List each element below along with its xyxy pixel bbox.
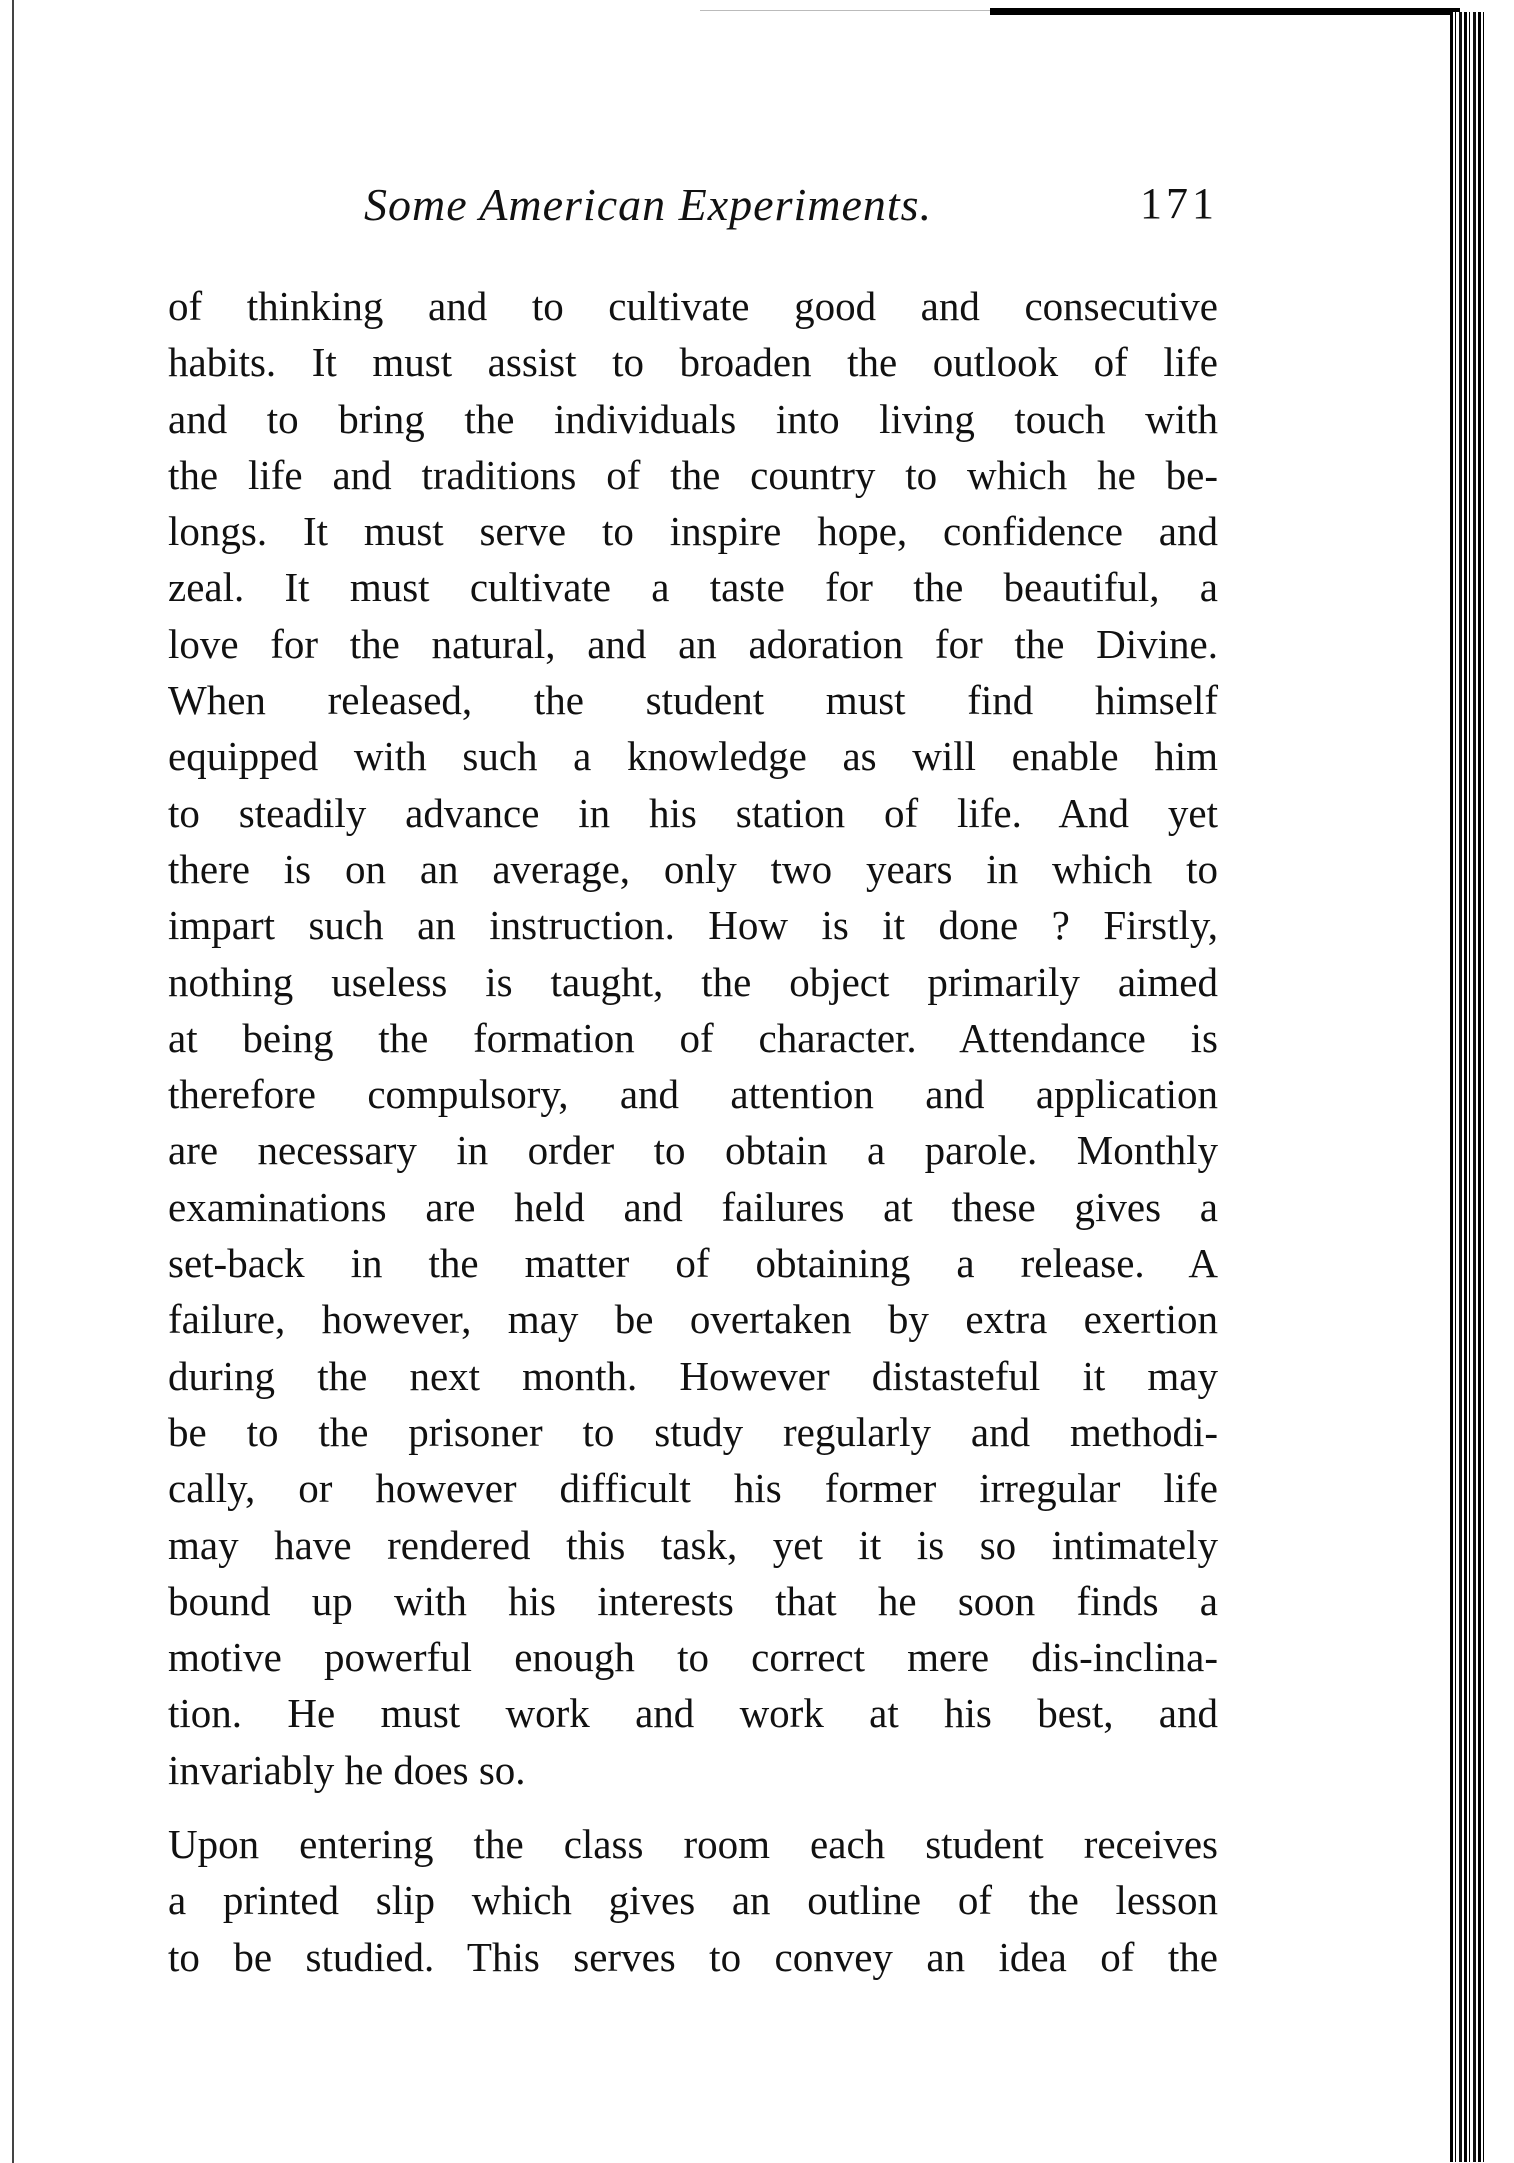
top-rule bbox=[990, 8, 1460, 15]
text-line: equipped with such a knowledge as will enable him bbox=[168, 733, 1218, 780]
text-line: failure, however, may be overtaken by extra exertion bbox=[168, 1296, 1218, 1343]
text-line: are necessary in order to obtain a parole. Monthly bbox=[168, 1127, 1218, 1174]
text-line: to be studied. This serves to convey an idea of the bbox=[168, 1933, 1218, 1980]
running-title: Some American Experiments. bbox=[364, 179, 933, 230]
text-line: be to the prisoner to study regularly and methodi- bbox=[168, 1408, 1218, 1455]
text-line: When released, the student must find himself bbox=[168, 677, 1218, 724]
text-line: the life and traditions of the country to which he be- bbox=[168, 451, 1218, 498]
text-line: tion. He must work and work at his best, and bbox=[168, 1690, 1218, 1737]
text-line: during the next month. However distasteful it may bbox=[168, 1352, 1218, 1399]
text-line: love for the natural, and an adoration for the Divine. bbox=[168, 620, 1218, 667]
body-text bbox=[168, 278, 1218, 1985]
text-line: therefore compulsory, and attention and application bbox=[168, 1071, 1218, 1118]
text-line: at being the formation of character. Attendance is bbox=[168, 1014, 1218, 1061]
text-line: cally, or however difficult his former irregular life bbox=[168, 1465, 1218, 1512]
page-number: 171 bbox=[1140, 179, 1218, 228]
text-line: invariably he does so. bbox=[168, 1746, 526, 1793]
text-line: longs. It must serve to inspire hope, confidence and bbox=[168, 508, 1218, 555]
paragraph-gap bbox=[168, 1798, 1218, 1816]
text-line: nothing useless is taught, the object primarily aimed bbox=[168, 958, 1218, 1005]
text-line: a printed slip which gives an outline of the lesson bbox=[168, 1877, 1218, 1924]
text-line: Upon entering the class room each student receives bbox=[168, 1821, 1218, 1868]
text-line: examinations are held and failures at these gives a bbox=[168, 1183, 1218, 1230]
book-page-edges bbox=[1450, 12, 1486, 2162]
paragraph bbox=[168, 278, 1218, 1798]
page-left-edge bbox=[12, 0, 14, 2163]
text-line: there is on an average, only two years in which to bbox=[168, 845, 1218, 892]
text-line: set-back in the matter of obtaining a release. A bbox=[168, 1240, 1218, 1287]
running-header bbox=[168, 178, 1218, 238]
paragraph bbox=[168, 1816, 1218, 1985]
text-line: to steadily advance in his station of life. And yet bbox=[168, 789, 1218, 836]
text-line: zeal. It must cultivate a taste for the beautiful, a bbox=[168, 564, 1218, 611]
top-rule-thin bbox=[700, 10, 990, 11]
text-line: of thinking and to cultivate good and consecutive bbox=[168, 283, 1218, 329]
text-line: bound up with his interests that he soon finds a bbox=[168, 1577, 1218, 1624]
text-line: motive powerful enough to correct mere dis-inclina- bbox=[168, 1634, 1218, 1681]
text-line: habits. It must assist to broaden the outlook of life bbox=[168, 339, 1218, 386]
text-line: may have rendered this task, yet it is so intimately bbox=[168, 1521, 1218, 1568]
text-line: impart such an instruction. How is it done ? Firstly, bbox=[168, 902, 1218, 949]
text-line: and to bring the individuals into living touch with bbox=[168, 395, 1218, 442]
